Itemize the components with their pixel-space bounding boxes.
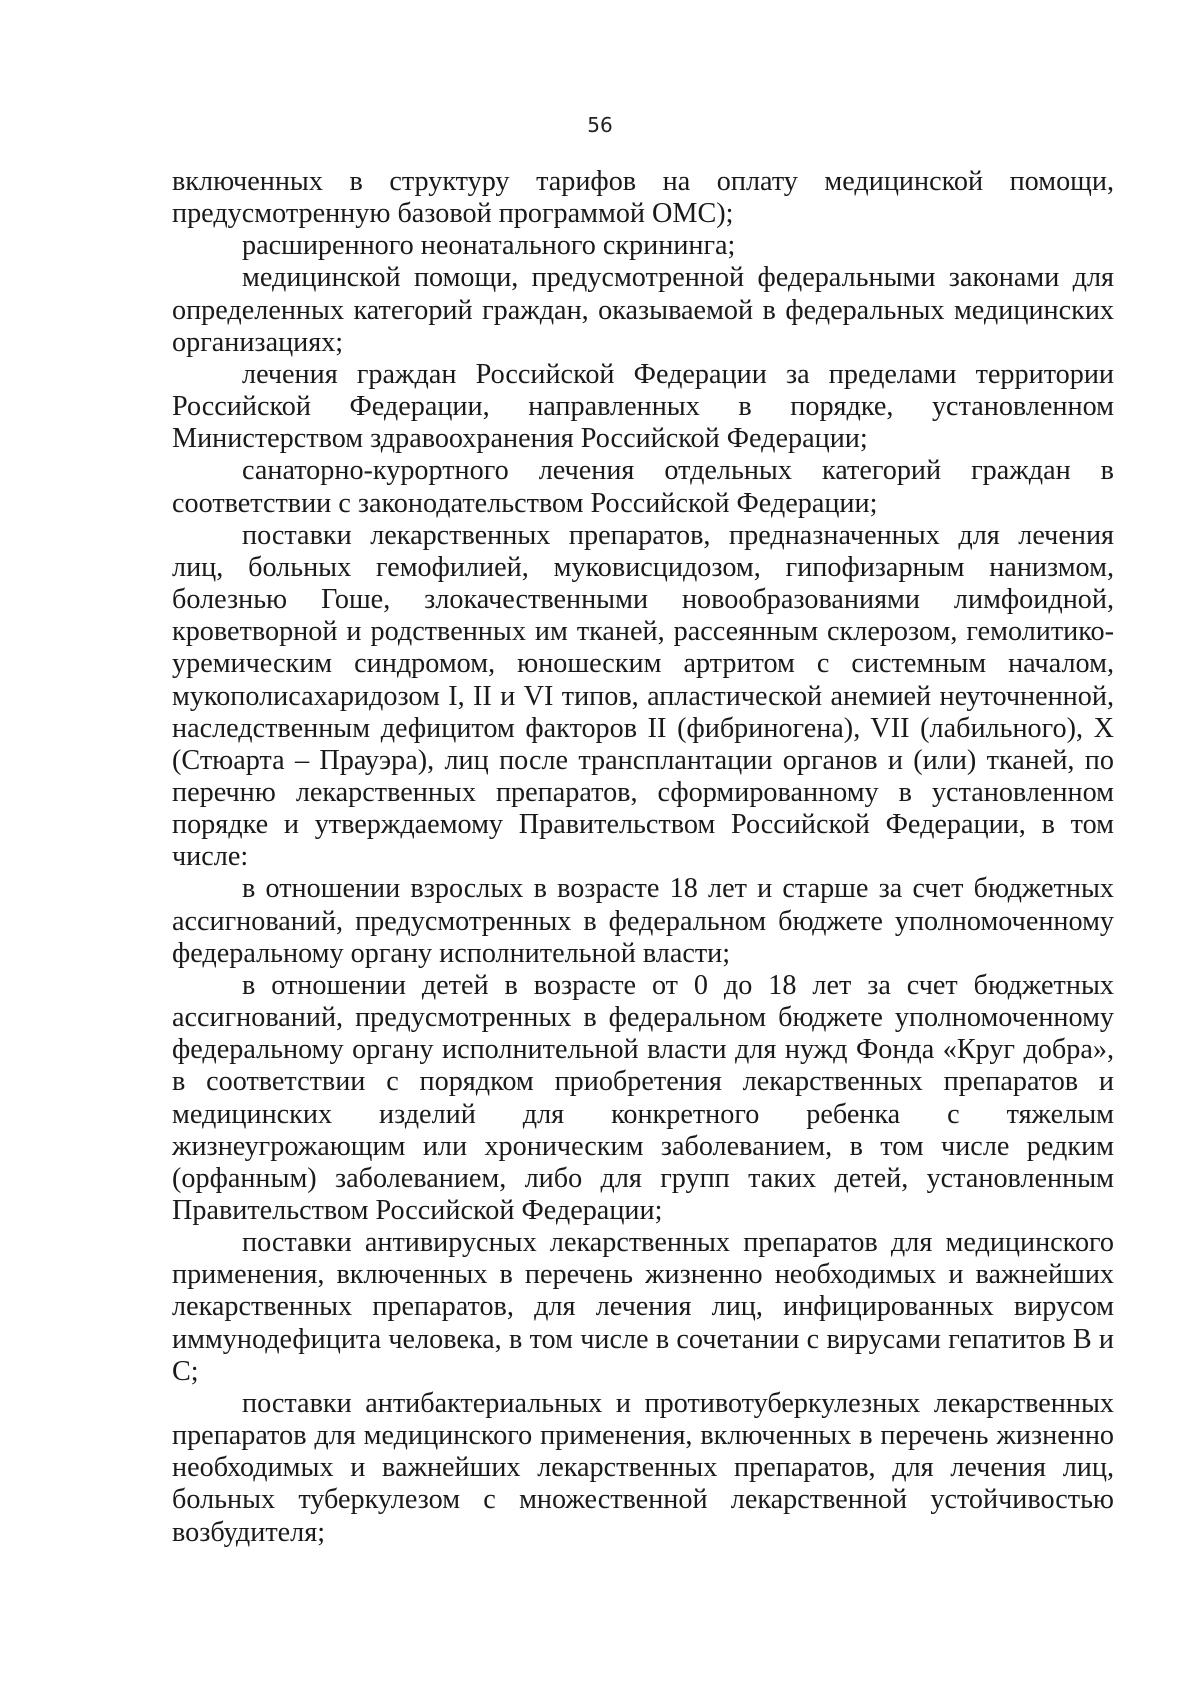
document-body (172, 166, 1114, 1549)
paragraph: поставки антивирусных лекарственных препаратов для медицинского применения, включенных в перечень жизненно необходимых и важнейших лекарственных препаратов, для лечения лиц, инфицированных вирусом иммунодефицита человека, в том числе в сочетании с вирусами гепатитов B и C; (172, 1227, 1114, 1387)
paragraph: в отношении взрослых в возрасте 18 лет и старше за счет бюджетных ассигнований, предусмотренных в федеральном бюджете уполномоченному федеральному органу исполнительной власти; (172, 873, 1114, 969)
paragraph: медицинской помощи, предусмотренной федеральными законами для определенных категорий граждан, оказываемой в федеральных медицинских организациях; (172, 262, 1114, 358)
paragraph: в отношении детей в возрасте от 0 до 18 лет за счет бюджетных ассигнований, предусмотренных в федеральном бюджете уполномоченному федеральному органу исполнительной власти для нужд Фонда «Круг добра», в соответствии с порядком приобретения лекарственных препаратов и медицинских изделий для конкретного ребенка с тяжелым жизнеугрожающим или хроническим заболеванием, в том числе редким (орфанным) заболеванием, либо для групп таких детей, установленным Правительством Российской Федерации; (172, 969, 1114, 1226)
paragraph: поставки лекарственных препаратов, предназначенных для лечения лиц, больных гемофилией, муковисцидозом, гипофизарным нанизмом, болезнью Гоше, злокачественными новообразованиями лимфоидной, кроветворной и родственных им тканей, рассеянным склерозом, гемолитико-уремическим синдромом, юношеским артритом с системным началом, мукополисахаридозом I, II и VI типов, апластической анемией неуточненной, наследственным дефицитом факторов II (фибриногена), VII (лабильного), X (Стюарта – Прауэра), лиц после трансплантации органов и (или) тканей, по перечню лекарственных препаратов, сформированному в установленном порядке и утверждаемому Правительством Российской Федерации, в том числе: (172, 519, 1114, 873)
paragraph-continuation: включенных в структуру тарифов на оплату медицинской помощи, предусмотренную базовой программой ОМС); (172, 166, 1114, 230)
paragraph: расширенного неонатального скрининга; (242, 230, 736, 262)
paragraph: лечения граждан Российской Федерации за пределами территории Российской Федерации, направленных в порядке, установленном Министерством здравоохранения Российской Федерации; (172, 358, 1114, 455)
paragraph: санаторно-курортного лечения отдельных категорий граждан в соответствии с законодательством Российской Федерации; (172, 455, 1114, 519)
page-number: 56 (587, 113, 613, 137)
paragraph: поставки антибактериальных и противотуберкулезных лекарственных препаратов для медицинского применения, включенных в перечень жизненно необходимых и важнейших лекарственных препаратов, для лечения лиц, больных туберкулезом с множественной лекарственной устойчивостью возбудителя; (172, 1387, 1114, 1548)
